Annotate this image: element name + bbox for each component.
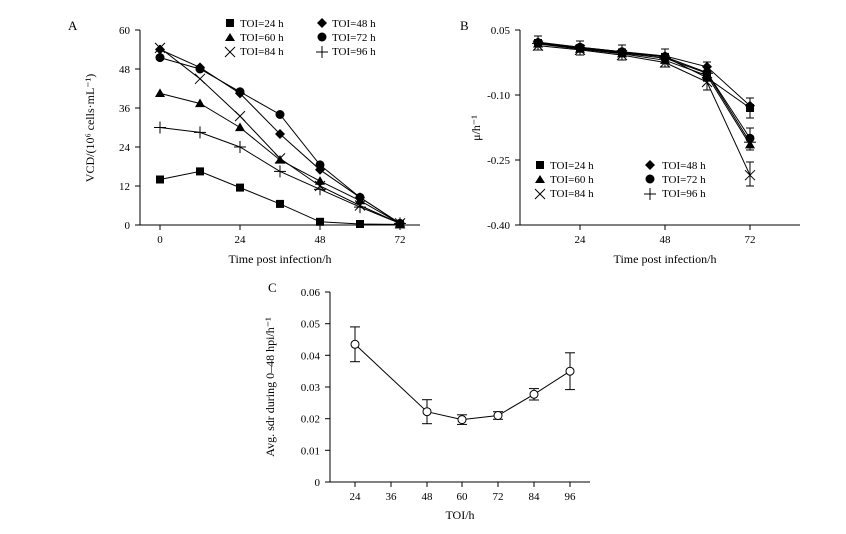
panel-b-legend-5: TOI=96 h bbox=[662, 188, 706, 200]
panel-c-xtick-3: 60 bbox=[456, 491, 468, 503]
panel-a-ylabel: VCD/(10⁶ cells·mL⁻¹) bbox=[83, 73, 97, 183]
panel-c-ytick-6: 0.06 bbox=[300, 287, 320, 299]
panel-a-ytick-3: 36 bbox=[119, 103, 130, 115]
legend-marker-cross bbox=[225, 47, 235, 57]
panel-c-axes bbox=[325, 292, 590, 487]
panel-b-legend-4: TOI=84 h bbox=[550, 188, 594, 200]
panel-a-legend-5: TOI=96 h bbox=[332, 46, 376, 58]
panel-c-xtick-2: 48 bbox=[421, 491, 433, 503]
panel-b-chart bbox=[450, 10, 840, 275]
panel-a-legend-0: TOI=24 h bbox=[240, 18, 284, 30]
panel-c-xtick-6: 96 bbox=[564, 491, 576, 503]
panel-a-xlabel: Time post infection/h bbox=[228, 252, 332, 266]
panel-c-container bbox=[230, 278, 630, 528]
panel-b-axes bbox=[515, 30, 800, 230]
panel-c-chart bbox=[230, 278, 630, 528]
panel-b-legend-0: TOI=24 h bbox=[550, 160, 594, 172]
panel-b-ylabel: μ/h⁻¹ bbox=[469, 115, 483, 141]
panel-c-ytick-5: 0.05 bbox=[300, 318, 320, 331]
panel-b-legend-2: TOI=60 h bbox=[550, 174, 594, 186]
panel-b-container bbox=[450, 10, 840, 275]
panel-a-ytick-4: 48 bbox=[119, 64, 130, 76]
legend-marker-square bbox=[226, 19, 234, 27]
panel-b-xlabel: Time post infection/h bbox=[613, 252, 717, 266]
panel-c-error-bars bbox=[350, 327, 575, 425]
panel-b-xtick-2: 72 bbox=[744, 234, 756, 246]
panel-a-xtick-1: 24 bbox=[234, 234, 246, 246]
panel-b-xtick-1: 48 bbox=[659, 234, 671, 246]
panel-c-ytick-4: 0.04 bbox=[300, 350, 320, 363]
legend-marker-plus bbox=[316, 46, 328, 58]
panel-b-ytick-3: -0.40 bbox=[487, 220, 510, 232]
panel-a-ytick-1: 12 bbox=[119, 181, 130, 193]
panel-b-legend-3: TOI=72 h bbox=[662, 174, 706, 186]
panel-c-xtick-5: 84 bbox=[528, 491, 540, 503]
panel-c-xtick-1: 36 bbox=[385, 491, 397, 503]
panel-c-ytick-1: 0.01 bbox=[300, 445, 320, 458]
panel-a-container bbox=[60, 10, 440, 275]
panel-a-ytick-2: 24 bbox=[119, 142, 130, 154]
panel-a-xtick-3: 72 bbox=[394, 234, 406, 246]
panel-a-legend bbox=[225, 18, 376, 58]
panel-b-ytick-2: -0.25 bbox=[487, 155, 510, 167]
panel-a-label: A bbox=[68, 18, 78, 33]
panel-a-legend-2: TOI=60 h bbox=[240, 32, 284, 44]
panel-b-xtick-0: 24 bbox=[574, 234, 586, 246]
panel-b-legend-1: TOI=48 h bbox=[662, 160, 706, 172]
panel-a-chart bbox=[60, 10, 440, 275]
panel-c-xtick-0: 24 bbox=[349, 491, 361, 503]
legend-marker-circle bbox=[318, 33, 327, 42]
panel-c-ylabel: Avg. sdr during 0–48 hpi/h⁻¹ bbox=[263, 317, 277, 457]
panel-c-xlabel: TOI/h bbox=[445, 508, 475, 522]
panel-a-ytick-0: 0 bbox=[124, 220, 130, 232]
panel-a-legend-3: TOI=72 h bbox=[332, 32, 376, 44]
panel-c-xtick-4: 72 bbox=[492, 491, 504, 503]
panel-b-legend bbox=[535, 160, 706, 200]
panel-a-xtick-0: 0 bbox=[157, 234, 163, 246]
panel-c-ytick-0: 0 bbox=[314, 477, 320, 489]
panel-c-ytick-3: 0.03 bbox=[300, 382, 320, 394]
legend-marker-diamond bbox=[317, 18, 327, 28]
panel-a-series-group bbox=[154, 43, 406, 230]
legend-marker-triangle bbox=[225, 33, 235, 41]
panel-c-ytick-2: 0.02 bbox=[300, 413, 320, 426]
panel-a-legend-1: TOI=48 h bbox=[332, 18, 376, 30]
panel-b-label: B bbox=[460, 18, 469, 33]
panel-c-series-group bbox=[350, 327, 575, 425]
panel-a-xtick-2: 48 bbox=[314, 234, 326, 246]
panel-b-ytick-0: 0.05 bbox=[490, 25, 510, 37]
panel-b-ytick-1: -0.10 bbox=[487, 90, 510, 102]
panel-c-label: C bbox=[268, 280, 277, 295]
panel-a-ytick-5: 60 bbox=[119, 25, 130, 37]
panel-a-legend-4: TOI=84 h bbox=[240, 46, 284, 58]
